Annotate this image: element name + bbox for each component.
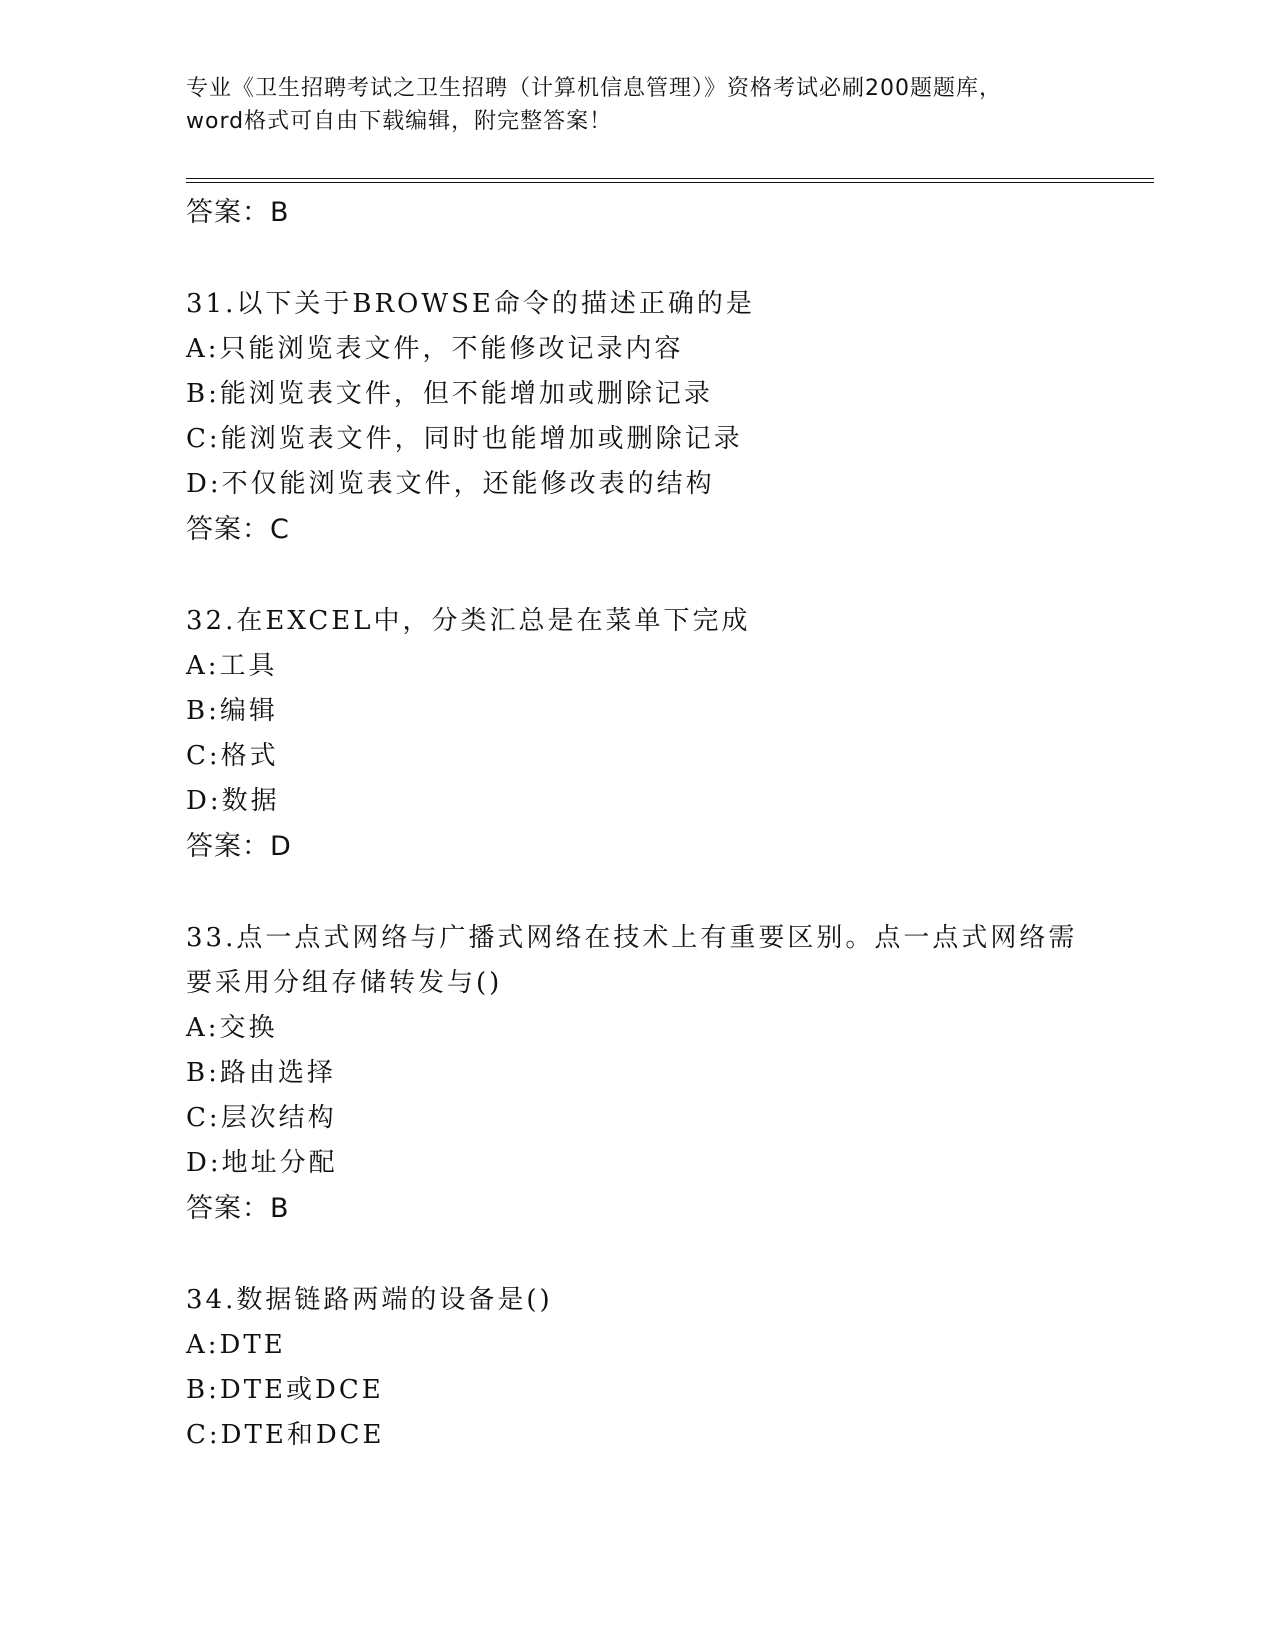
option-d: D:数据 [186,786,280,816]
option-a: A:DTE [186,1330,286,1360]
option-a: A:交换 [186,1013,278,1043]
spacer [186,869,1146,916]
answer: 答案：B [186,1193,290,1224]
option-c: C:DTE和DCE [186,1420,385,1450]
option-d: D:地址分配 [186,1148,338,1178]
question-stem: 33.点一点式网络与广播式网络在技术上有重要区别。点一点式网络需 [186,923,1078,953]
option-b: B:DTE或DCE [186,1375,384,1405]
header-title-line-1: 专业《卫生招聘考试之卫生招聘（计算机信息管理）》资格考试必刷200题题库， [186,76,1002,101]
option-b: B:编辑 [186,696,278,726]
spacer [186,1231,1146,1278]
question-item [186,599,1146,869]
question-item [186,282,1146,552]
answer: 答案：C [186,514,290,545]
previous-answer: 答案：B [186,197,290,228]
question-stem: 34.数据链路两端的设备是() [186,1285,553,1315]
spacer [186,552,1146,599]
option-d: D:不仅能浏览表文件，还能修改表的结构 [186,469,715,499]
header-title-line-2: word格式可自由下载编辑，附完整答案！ [186,109,613,134]
question-list [186,190,1146,1458]
question-item [186,916,1146,1231]
spacer [186,235,1146,282]
option-a: A:工具 [186,651,278,681]
answer: 答案：D [186,831,292,862]
option-a: A:只能浏览表文件，不能修改记录内容 [186,334,684,364]
question-stem: 32.在EXCEL中，分类汇总是在菜单下完成 [186,606,751,636]
header-divider [186,178,1154,183]
page-header [186,72,1086,138]
question-stem: 31.以下关于BROWSE命令的描述正确的是 [186,289,755,319]
option-c: C:格式 [186,741,279,771]
option-c: C:层次结构 [186,1103,337,1133]
option-b: B:路由选择 [186,1058,336,1088]
question-item [186,1278,1146,1458]
question-stem-continued: 要采用分组存储转发与() [186,968,503,998]
option-b: B:能浏览表文件，但不能增加或删除记录 [186,379,713,409]
option-c: C:能浏览表文件，同时也能增加或删除记录 [186,424,743,454]
